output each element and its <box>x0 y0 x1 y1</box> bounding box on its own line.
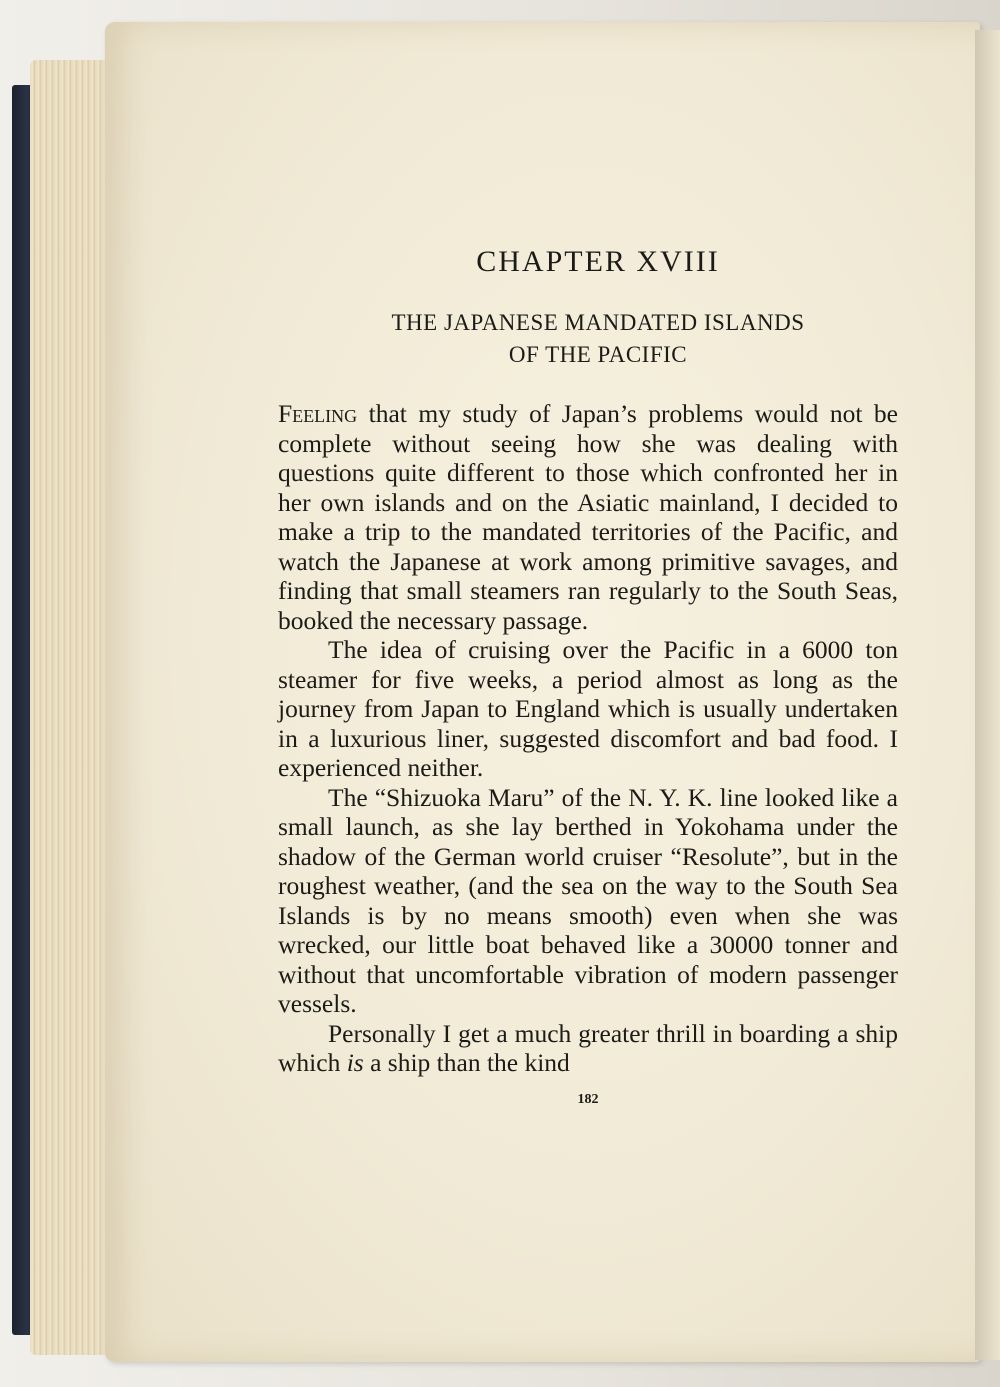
paragraph-4-emphasis: is <box>346 1048 364 1077</box>
chapter-subtitle <box>278 307 898 371</box>
subtitle-line-1: THE JAPANESE MANDATED ISLANDS <box>391 310 805 335</box>
adjacent-page-edge <box>975 30 1000 1360</box>
paragraph-2: The idea of cruising over the Pacific in a 6000 ton steamer for five weeks, a period almost as long as the journey from Japan to England which is usually undertaken in a luxurious liner, suggested discomfort and bad food. I experienced neither. <box>278 635 898 782</box>
subtitle-line-2: OF THE PACIFIC <box>508 342 688 367</box>
paragraph-4 <box>278 1019 898 1078</box>
paragraph-1-text: that my study of Japan’s problems would not be complete without seeing how she was dealing with questions quite different to those which confronted her in her own islands and on the Asiatic mainland, I decided to make a trip to the mandated territories of the Pacific, and watch the Japanese at work among primitive savages, and finding that small steamers ran regularly to the South Seas, booked the necessary passage. <box>278 399 898 635</box>
page-text-block <box>278 245 898 1108</box>
chapter-title: CHAPTER XVIII <box>476 245 720 278</box>
paragraph-1-lead-word: Feeling <box>278 399 358 428</box>
paragraph-1 <box>278 399 898 635</box>
paragraph-4-text-a: Personally I get a much greater thrill in boarding a ship which <box>278 1018 898 1077</box>
page-number: 182 <box>577 1091 599 1107</box>
paragraph-3: The “Shizuoka Maru” of the N. Y. K. line looked like a small launch, as she lay berthed in Yokohama under the shadow of the German world cruiser “Resolute”, but in the roughest weather, (and the sea on the way to the South Sea Islands is by no means smooth) even when she was wrecked, our little boat behaved like a 30000 tonner and without that uncomfortable vibration of modern passenger vessels. <box>278 782 898 1018</box>
paragraph-4-text-b: a ship than the kind <box>363 1048 570 1077</box>
